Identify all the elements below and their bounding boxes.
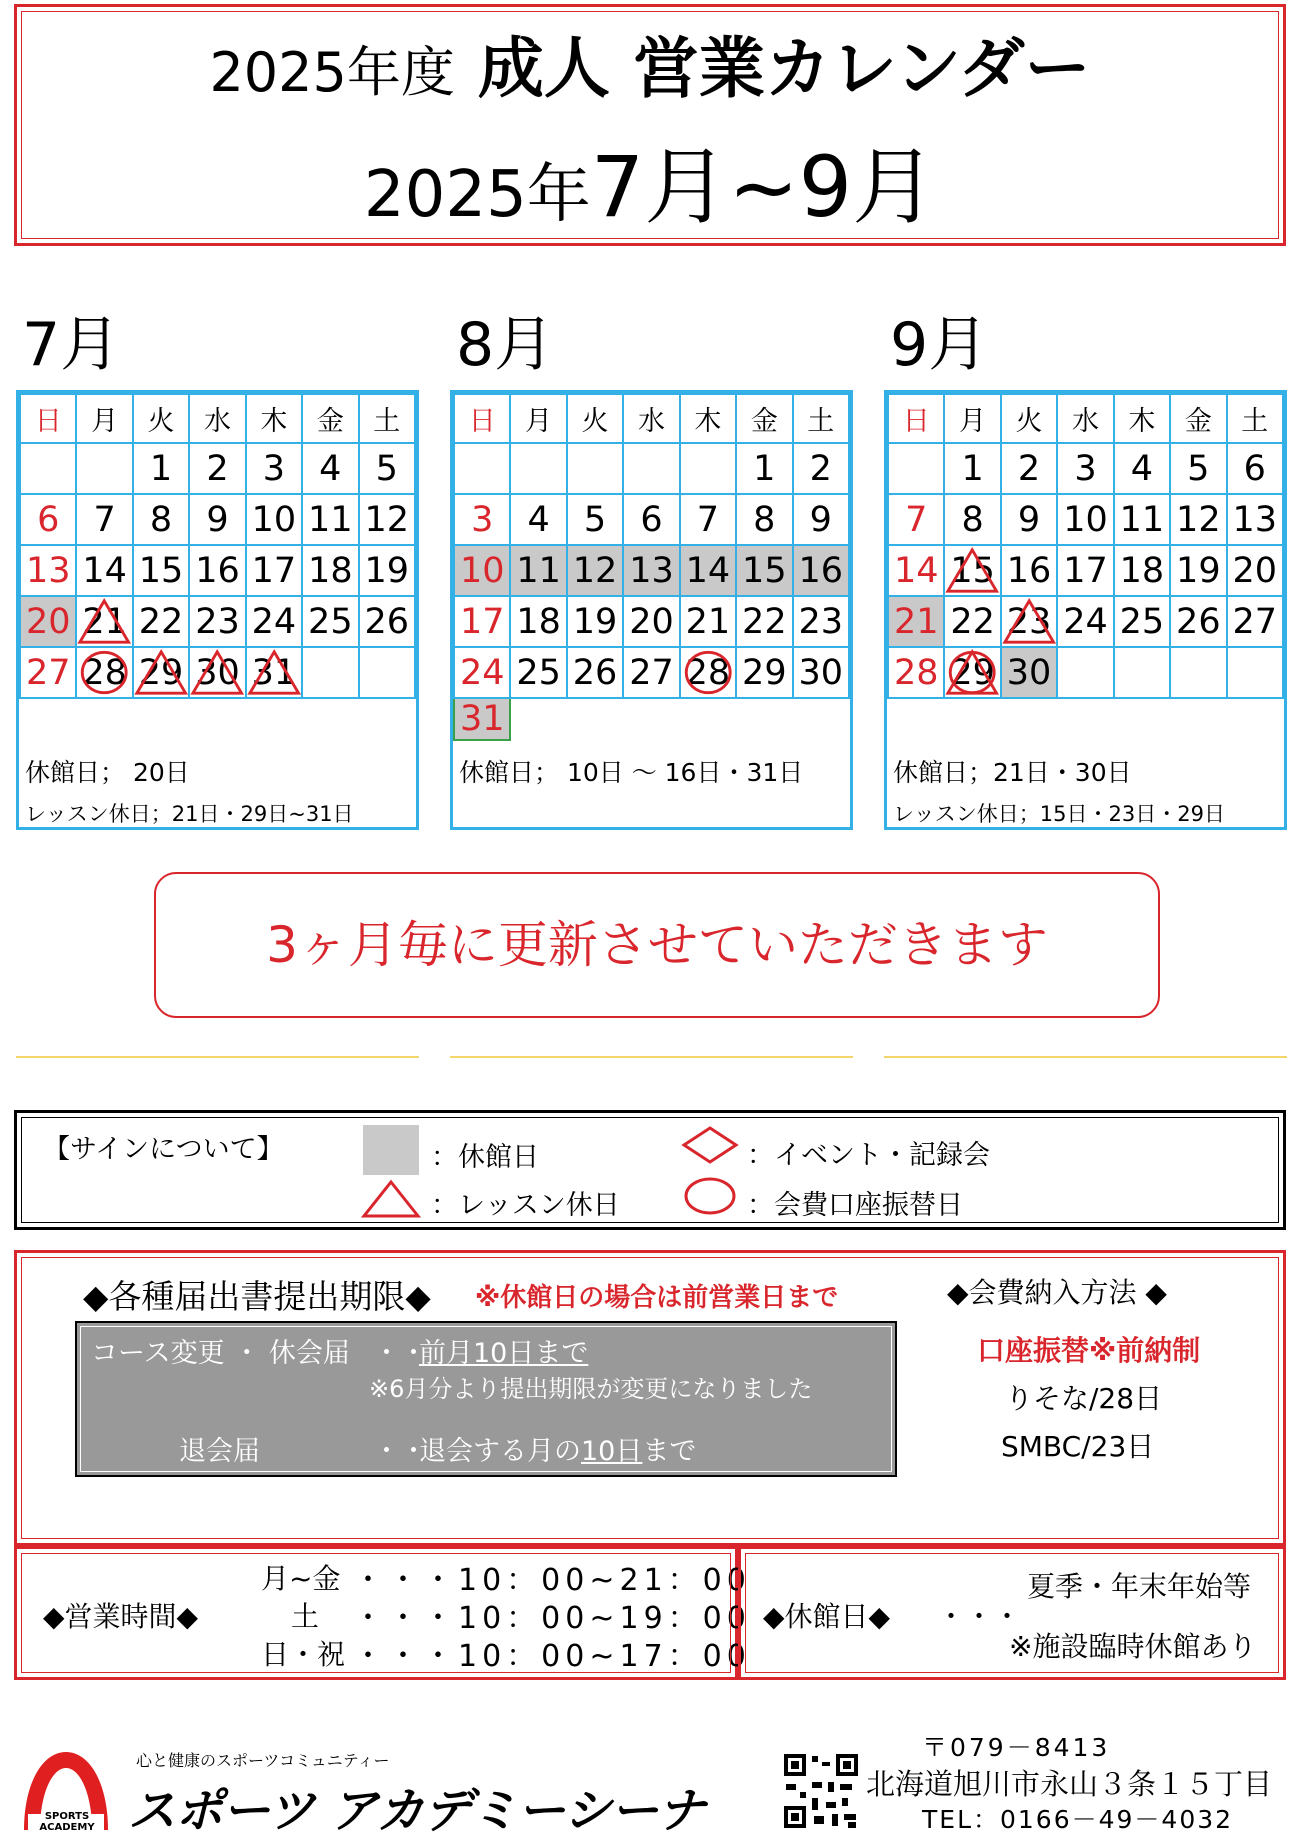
calendar-empty-cell — [359, 647, 415, 698]
payment-method: 口座振替※前納制 — [977, 1334, 1201, 1367]
calendar-empty-cell — [20, 443, 76, 494]
calendar-day: 14 — [76, 545, 132, 596]
calendar-grid — [19, 393, 416, 699]
divider-line — [450, 1056, 853, 1058]
withdraw-prefix: 退会する月の — [419, 1436, 581, 1467]
calendar-day: 2 — [1001, 443, 1057, 494]
closure-line2: ※施設臨時休館あり — [1009, 1630, 1257, 1663]
logo-text: SPORTS ACADEMY — [39, 1811, 95, 1833]
calendar-day: 11 — [1114, 494, 1170, 545]
month-heading-september: 9月 — [890, 310, 989, 380]
calendar-day: 7 — [888, 494, 944, 545]
calendar-day: 10 — [454, 545, 510, 596]
calendar-empty-cell — [1057, 647, 1113, 698]
calendar-day: 16 — [189, 545, 245, 596]
calendar-week-row — [454, 698, 849, 740]
title-period-range: 7月~9月 — [590, 138, 937, 236]
dots: ・・ — [373, 1436, 427, 1467]
calendar-day: 19 — [567, 596, 623, 647]
footer-name: スポーツ アカデミーシーナ — [128, 1783, 705, 1839]
legend-lesson-off: ：レッスン休日 — [431, 1190, 620, 1221]
triangle-icon — [361, 1179, 421, 1219]
calendar-day: 17 — [454, 596, 510, 647]
calendar-day: 30 — [1001, 647, 1057, 698]
calendar-day: 14 — [888, 545, 944, 596]
calendar-july — [16, 390, 419, 830]
calendar-note-lesson: レッスン休日；15日・23日・29日 — [893, 802, 1225, 826]
withdraw-deadline — [419, 1429, 696, 1468]
calendar-day: 20 — [1227, 545, 1283, 596]
hours-day-sunday: 日・祝 — [261, 1638, 346, 1671]
calendar-day: 26 — [1170, 596, 1226, 647]
calendar-grid — [453, 393, 850, 741]
calendar-day: 13 — [623, 545, 679, 596]
weekday-header: 火 — [133, 394, 189, 443]
calendar-day: 25 — [302, 596, 358, 647]
footer-tagline: 心と健康のスポーツコミュニティー — [136, 1751, 390, 1770]
calendar-day: 19 — [359, 545, 415, 596]
weekday-header: 火 — [1001, 394, 1057, 443]
calendar-day: 15 — [736, 545, 792, 596]
legend-event: ：イベント・記録会 — [747, 1140, 990, 1171]
calendar-day: 8 — [944, 494, 1000, 545]
calendar-day: 3 — [246, 443, 302, 494]
calendar-week-row — [454, 443, 849, 494]
calendar-empty-cell — [567, 443, 623, 494]
calendar-day: 7 — [680, 494, 736, 545]
calendar-day: 28 — [680, 647, 736, 698]
calendar-empty-cell — [1170, 647, 1226, 698]
calendar-day: 13 — [1227, 494, 1283, 545]
legend-box — [14, 1110, 1286, 1230]
calendar-day: 12 — [359, 494, 415, 545]
weekday-header: 金 — [736, 394, 792, 443]
weekday-header: 木 — [680, 394, 736, 443]
calendar-grid — [887, 393, 1284, 699]
title-period-year: 2025年 — [363, 158, 591, 232]
lesson-off-triangle-icon — [1002, 597, 1056, 646]
weekday-header: 土 — [1227, 394, 1283, 443]
title-year: 2025年度 — [209, 41, 455, 104]
calendar-day: 5 — [1170, 443, 1226, 494]
calendar-day: 19 — [1170, 545, 1226, 596]
calendar-day: 10 — [1057, 494, 1113, 545]
hours-heading: ◆営業時間◆ — [43, 1600, 199, 1633]
withdraw-day: 10日 — [581, 1436, 643, 1467]
calendar-day: 23 — [793, 596, 849, 647]
calendar-day: 25 — [1114, 596, 1170, 647]
calendar-day: 4 — [1114, 443, 1170, 494]
calendar-day: 3 — [454, 494, 510, 545]
calendar-day: 5 — [567, 494, 623, 545]
hours-day-weekday: 月~金 — [261, 1562, 341, 1595]
weekday-header-row — [20, 394, 415, 443]
payment-bank-smbc: SMBC/23日 — [1001, 1430, 1155, 1463]
calendar-empty-cell — [1114, 647, 1170, 698]
calendar-day: 22 — [133, 596, 189, 647]
deadline-note: ※休館日の場合は前営業日まで — [475, 1283, 839, 1313]
calendar-day: 17 — [246, 545, 302, 596]
calendar-day: 6 — [20, 494, 76, 545]
payment-heading: ◆会費納入方法 ◆ — [947, 1276, 1167, 1309]
calendar-day: 20 — [623, 596, 679, 647]
calendar-day: 20 — [20, 596, 76, 647]
calendar-day: 30 — [793, 647, 849, 698]
calendar-day: 26 — [567, 647, 623, 698]
title-period — [17, 138, 1283, 236]
withdraw-suffix: まで — [642, 1436, 697, 1467]
calendar-day: 1 — [736, 443, 792, 494]
calendar-september — [884, 390, 1287, 830]
weekday-header: 水 — [623, 394, 679, 443]
closed-swatch-icon — [363, 1125, 419, 1175]
weekday-header: 日 — [888, 394, 944, 443]
deadline-section — [14, 1250, 1286, 1546]
calendar-day: 27 — [623, 647, 679, 698]
hours-time-sunday: ・・・10：00~17：00 — [353, 1639, 751, 1674]
calendar-august — [450, 390, 853, 830]
weekday-header: 金 — [302, 394, 358, 443]
calendar-week-row — [454, 596, 849, 647]
calendar-day: 3 — [1057, 443, 1113, 494]
calendar-day: 1 — [944, 443, 1000, 494]
calendar-day: 2 — [793, 443, 849, 494]
calendar-day: 15 — [944, 545, 1000, 596]
calendar-note-closed: 休館日；21日・30日 — [893, 758, 1132, 787]
calendar-day: 12 — [567, 545, 623, 596]
calendar-week-row — [20, 545, 415, 596]
calendar-day: 18 — [510, 596, 566, 647]
course-change-note: ※6月分より提出期限が変更になりました — [369, 1375, 813, 1403]
calendar-day: 15 — [133, 545, 189, 596]
calendar-day: 6 — [623, 494, 679, 545]
calendar-note-closed: 休館日； 10日 ～ 16日・31日 — [459, 758, 804, 787]
weekday-header: 日 — [20, 394, 76, 443]
calendar-day: 7 — [76, 494, 132, 545]
divider-line — [884, 1056, 1287, 1058]
calendar-week-row — [888, 494, 1283, 545]
calendar-day: 18 — [302, 545, 358, 596]
calendar-empty-cell — [454, 443, 510, 494]
calendar-empty-cell — [510, 443, 566, 494]
calendar-week-row — [454, 494, 849, 545]
calendar-day: 17 — [1057, 545, 1113, 596]
lesson-off-triangle-icon — [945, 648, 999, 697]
hours-time-saturday: ・・・10：00~19：00 — [353, 1601, 751, 1636]
calendar-day: 24 — [1057, 596, 1113, 647]
calendar-day: 27 — [1227, 596, 1283, 647]
calendar-day: 28 — [76, 647, 132, 698]
withdraw-label: 退会届 — [179, 1436, 260, 1467]
calendar-day: 24 — [454, 647, 510, 698]
lesson-off-triangle-icon — [247, 648, 301, 697]
closure-line1: 夏季・年末年始等 — [1027, 1570, 1252, 1603]
calendar-day: 10 — [246, 494, 302, 545]
dots: ・・ — [373, 1338, 427, 1369]
calendar-empty-cell — [680, 443, 736, 494]
calendar-day: 31 — [246, 647, 302, 698]
weekday-header: 土 — [793, 394, 849, 443]
deadline-gray-box — [75, 1321, 897, 1477]
calendar-day: 4 — [510, 494, 566, 545]
lesson-off-triangle-icon — [190, 648, 244, 697]
calendar-week-row — [454, 647, 849, 698]
month-heading-july: 7月 — [22, 310, 121, 380]
calendar-day: 29 — [944, 647, 1000, 698]
calendar-day: 14 — [680, 545, 736, 596]
footer-tel: TEL：0166－49－4032 — [922, 1805, 1234, 1834]
lesson-off-triangle-icon — [77, 597, 131, 646]
weekday-header-row — [888, 394, 1283, 443]
update-notice: 3ヶ月毎に更新させていただきます — [154, 872, 1160, 1018]
weekday-header: 水 — [189, 394, 245, 443]
circle-icon — [681, 1175, 739, 1217]
divider-line — [16, 1056, 419, 1058]
weekday-header: 月 — [944, 394, 1000, 443]
calendar-day: 5 — [359, 443, 415, 494]
calendar-day: 21 — [680, 596, 736, 647]
calendar-day: 13 — [20, 545, 76, 596]
title-box — [14, 4, 1286, 246]
calendar-empty-cell — [302, 647, 358, 698]
calendar-note-lesson: レッスン休日；21日・29日~31日 — [25, 802, 354, 826]
calendar-day: 4 — [302, 443, 358, 494]
legend-payment: ：会費口座振替日 — [747, 1190, 963, 1221]
calendar-week-row — [20, 596, 415, 647]
title-main — [17, 29, 1283, 113]
dots: ・・・ — [937, 1600, 1022, 1633]
calendar-day: 21 — [888, 596, 944, 647]
calendar-week-row — [20, 494, 415, 545]
lesson-off-triangle-icon — [134, 648, 188, 697]
weekday-header: 木 — [1114, 394, 1170, 443]
weekday-header: 土 — [359, 394, 415, 443]
calendar-day: 8 — [736, 494, 792, 545]
calendar-day: 23 — [1001, 596, 1057, 647]
calendar-day: 9 — [189, 494, 245, 545]
footer-postal: 〒079－8413 — [922, 1733, 1111, 1762]
footer-address: 北海道旭川市永山３条１５丁目 — [866, 1767, 1273, 1801]
calendar-day: 23 — [189, 596, 245, 647]
calendar-week-row — [888, 545, 1283, 596]
weekday-header: 月 — [76, 394, 132, 443]
hours-time-weekday: ・・・10：00~21：00 — [353, 1563, 751, 1598]
calendar-day: 6 — [1227, 443, 1283, 494]
closure-heading: ◆休館日◆ — [763, 1600, 891, 1633]
calendar-day: 27 — [20, 647, 76, 698]
calendar-note-closed: 休館日； 20日 — [25, 758, 190, 787]
weekday-header: 月 — [510, 394, 566, 443]
calendar-day: 9 — [793, 494, 849, 545]
calendar-day: 22 — [736, 596, 792, 647]
calendar-empty-cell — [1227, 647, 1283, 698]
weekday-header-row — [454, 394, 849, 443]
course-change-deadline: 前月10日まで — [419, 1338, 589, 1369]
calendar-day: 28 — [888, 647, 944, 698]
payment-circle-icon — [681, 648, 735, 697]
calendar-day: 16 — [1001, 545, 1057, 596]
calendar-week-row — [20, 647, 415, 698]
calendar-week-row — [888, 596, 1283, 647]
calendar-week-row — [888, 647, 1283, 698]
calendar-day: 24 — [246, 596, 302, 647]
calendar-day: 29 — [736, 647, 792, 698]
calendar-day: 11 — [510, 545, 566, 596]
course-change-label: コース変更 ・ 休会届 — [91, 1338, 350, 1369]
payment-circle-icon — [945, 648, 999, 697]
qr-code-icon — [782, 1752, 860, 1830]
calendar-day: 22 — [944, 596, 1000, 647]
calendar-day: 12 — [1170, 494, 1226, 545]
payment-circle-icon — [77, 648, 131, 697]
calendar-day: 18 — [1114, 545, 1170, 596]
calendar-day: 1 — [133, 443, 189, 494]
weekday-header: 水 — [1057, 394, 1113, 443]
calendar-empty-cell — [623, 443, 679, 494]
weekday-header: 木 — [246, 394, 302, 443]
deadline-heading: ◆各種届出書提出期限◆ — [83, 1277, 431, 1316]
calendar-day: 8 — [133, 494, 189, 545]
payment-bank-resona: りそな/28日 — [1005, 1382, 1163, 1415]
calendar-day: 21 — [76, 596, 132, 647]
calendar-day: 25 — [510, 647, 566, 698]
calendar-day: 30 — [189, 647, 245, 698]
calendar-day: 31 — [454, 698, 510, 740]
calendar-day: 2 — [189, 443, 245, 494]
calendar-day: 26 — [359, 596, 415, 647]
weekday-header: 金 — [1170, 394, 1226, 443]
calendar-week-row — [454, 545, 849, 596]
lesson-off-triangle-icon — [945, 546, 999, 595]
calendar-day: 11 — [302, 494, 358, 545]
weekday-header: 日 — [454, 394, 510, 443]
title-text: 成人 営業カレンダー — [477, 30, 1091, 107]
calendar-day: 29 — [133, 647, 189, 698]
month-heading-august: 8月 — [456, 310, 555, 380]
calendar-week-row — [20, 443, 415, 494]
weekday-header: 火 — [567, 394, 623, 443]
closure-section — [738, 1546, 1286, 1680]
calendar-empty-cell — [888, 443, 944, 494]
legend-closed: ：休館日 — [431, 1142, 539, 1173]
calendar-day: 16 — [793, 545, 849, 596]
business-hours-section — [14, 1546, 751, 1680]
calendar-week-row — [888, 443, 1283, 494]
hours-day-saturday: 土 — [291, 1600, 320, 1633]
calendar-empty-cell — [76, 443, 132, 494]
legend-title: 【サインについて】 — [43, 1134, 284, 1165]
diamond-icon — [681, 1125, 739, 1165]
calendar-day: 9 — [1001, 494, 1057, 545]
